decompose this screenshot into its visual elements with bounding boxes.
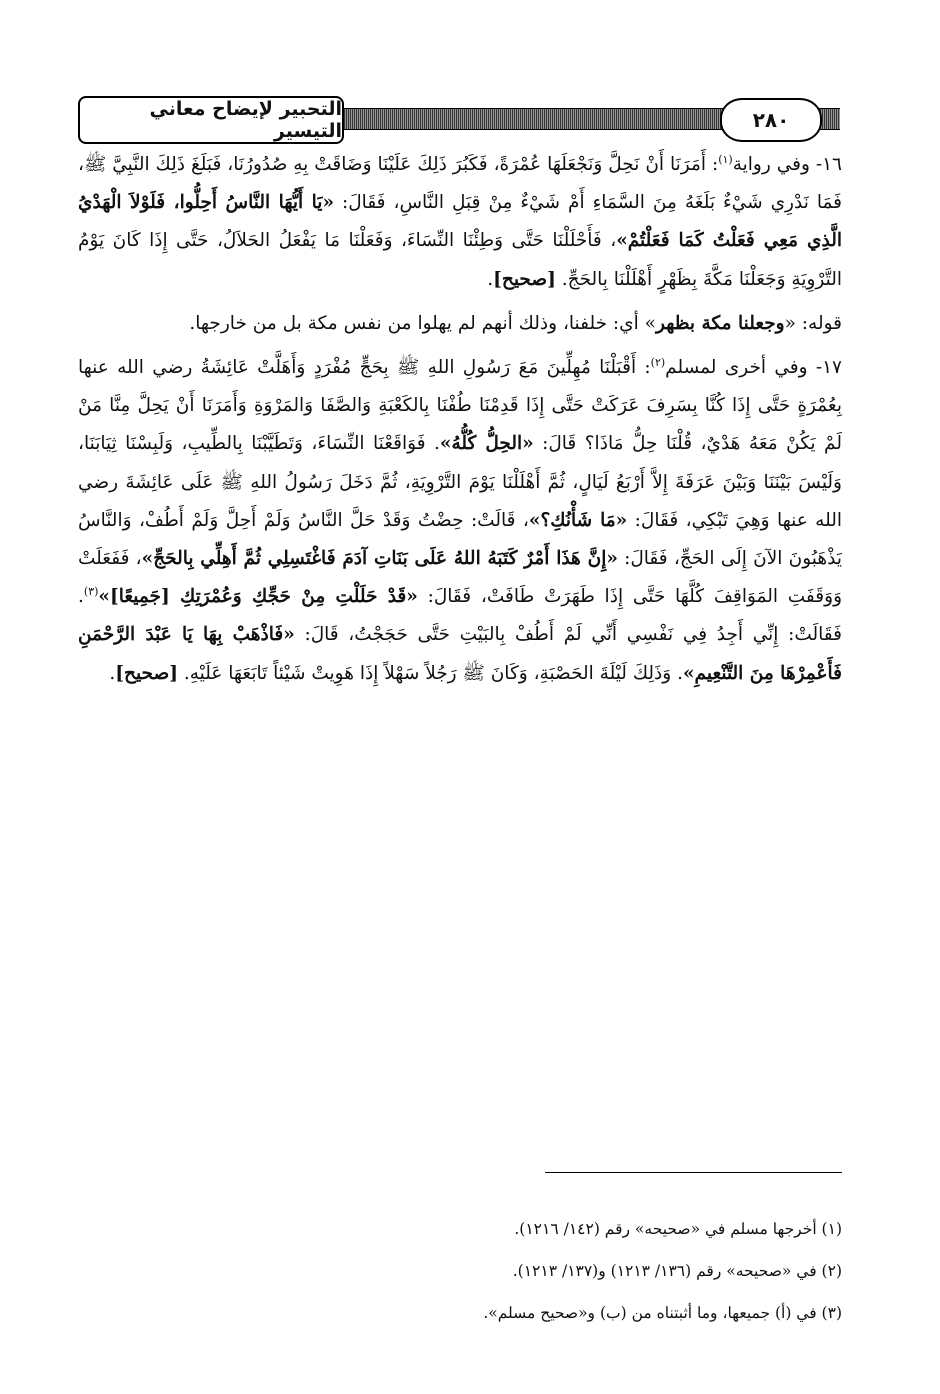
text-segment: . فَقَالَتْ: إِنِّي أَجِدُ فِي نَفْسِي أَنِّي لَمْ أَطُفْ بِالبَيْتِ حَتَّى حَجَجْتُ، قَالَ:: [78, 586, 842, 646]
footnote-1: (١) أخرجها مسلم في «صحيحه» رقم (١٤٢/ ١٢١٦).: [514, 1220, 842, 1238]
text-segment: ١٧- وفي أخرى لمسلم: [665, 357, 842, 379]
bold-text: «مَا شَأْنُكِ؟»: [528, 509, 628, 531]
footnote-separator: [545, 1172, 842, 1173]
bold-text: وجعلنا مكة بظهر: [655, 312, 785, 334]
bold-text: «الحِلُّ كُلُّهُ»: [439, 433, 534, 455]
bold-text: «يَا أَيُّهَا النَّاسُ أَحِلُّوا، فَلَوْلاَ الْهَدْيُ الَّذِي مَعِي فَعَلْتُ كَمَا فَعَلْتُمْ»: [78, 192, 842, 252]
bold-text: «قَدْ حَلَلْتِ مِنْ حَجِّكِ وَعُمْرَتِكِ [جَمِيعًا]»: [98, 586, 418, 608]
main-text: [78, 146, 842, 693]
text-segment: . وَذَلِكَ لَيْلَةَ الحَصْبَةِ، وَكَانَ ﷺ رَجُلاً سَهْلاً إِذَا هَوِيتْ شَيْئاً تَابَعَهَا عَلَيْهِ.: [177, 662, 683, 684]
paragraph: [78, 349, 842, 693]
text-segment: : أَمَرَنَا أَنْ نَحِلَّ وَنَجْعَلَهَا عُمْرَةً، فَكَبُرَ ذَلِكَ عَلَيْنَا وَضَاقَتْ بِهِ صُدُورُنَا، فَبَلَغَ ذَلِكَ النَّبِيَّ ﷺ، فَمَا نَدْرِي شَيْءٌ بَلَغَهُ مِنَ السَّمَاءِ أَمْ شَيْءٌ مِنْ قِبَلِ النَّاسِ، فَقَالَ:: [78, 154, 842, 214]
text-segment: .: [487, 268, 494, 290]
text-segment: : أَقْبَلْنَا مُهِلِّينَ مَعَ رَسُولِ اللهِ ﷺ بِحَجٍّ مُفْرَدٍ وَأَهَلَّتْ عَائِشَةُ رضي الله عنها بِعُمْرَةٍ حَتَّى إِذَا كُنَّا بِسَرِفَ عَرَكَتْ حَتَّى إِذَا قَدِمْنَا طُفْنَا بِالكَعْبَةِ وَالصَّفَا وَالمَرْوَةِ وَأَمَرَنَا أَنْ يَحِلَّ مِنَّا مَنْ لَمْ يَكُنْ مَعَهُ هَدْيٌ، قُلْنَا حِلُّ مَاذَا؟ قَالَ:: [78, 357, 842, 455]
book-title: التحبير لإيضاح معاني التيسير: [78, 96, 344, 144]
text-segment: .: [109, 662, 116, 684]
text-segment: ، قَالَتْ: حِضْتُ وَقَدْ حَلَّ النَّاسُ وَلَمْ أَحِلَّ وَلَمْ أَطُفْ، وَالنَّاسُ يَذْهَبُونَ الآنَ إِلَى الحَجِّ، فَقَالَ:: [78, 509, 842, 570]
text-segment: . فَوَاقَعْنَا النِّسَاءَ، وَتَطَيَّبْنَا بِالطِّيبِ، وَلَبِسْنَا ثِيَابَنَا، وَلَيْسَ بَيْنَنَا وَبَيْنَ عَرَفَةَ إِلاَّ أَرْبَعُ لَيَالٍ، ثُمَّ أَهْلَلْنَا يَوْمَ التَّرْوِيَةِ، ثُمَّ دَخَلَ رَسُولُ اللهِ ﷺ عَلَى عَائِشَةَ رضي الله عنها وَهِيَ تَبْكِي، فَقَالَ:: [78, 433, 843, 531]
text-segment: ١٦- وفي رواية: [732, 154, 842, 175]
footnote-ref: (٢): [650, 355, 666, 369]
page-header: [78, 94, 840, 144]
page-number: ٢٨٠: [720, 98, 822, 142]
bold-text: «فَاذْهَبْ بِهَا يَا عَبْدَ الرَّحْمَنِ فَأَعْمِرْهَا مِنَ التَّنْعِيمِ»: [78, 624, 842, 684]
footnote-3: (٣) في (أ) جميعها، وما أثبتناه من (ب) و«صحيح مسلم».: [483, 1304, 842, 1322]
paragraph: [78, 305, 842, 343]
text-segment: » أي: خلفنا، وذلك أنهم لم يهلوا من نفس مكة بل من خارجها.: [189, 312, 656, 334]
footnote-2: (٢) في «صحيحه» رقم (١٣٦/ ١٢١٣) و(١٣٧/ ١٢١٣).: [512, 1262, 842, 1280]
paragraph: [78, 146, 842, 299]
bold-text: «إِنَّ هَذَا أَمْرٌ كَتَبَهُ اللهُ عَلَى بَنَاتِ آدَمَ فَاغْتَسِلِي ثُمَّ أَهِلِّي بِالحَجِّ»: [141, 548, 618, 570]
text-segment: ، فَأَحْلَلْنَا حَتَّى وَطِئْنَا النِّسَاءَ، وَفَعَلْنَا مَا يَفْعَلُ الحَلاَلُ، حَتَّى إِذَا كَانَ يَوْمُ التَّرْوِيَةِ وَجَعَلْنَا مَكَّةَ بِظَهْرٍ أَهْلَلْنَا بِالحَجِّ.: [78, 230, 842, 290]
text-segment: ، فَفَعَلَتْ وَوَقَفَتِ المَوَاقِفَ كُلَّهَا حَتَّى إِذَا طَهَرَتْ طَافَتْ، فَقَالَ:: [78, 548, 843, 608]
text-segment: قوله: «: [784, 312, 842, 334]
bold-text: [صحيح]: [115, 662, 178, 684]
footnote-ref: (٣): [83, 585, 99, 599]
footnotes: [78, 1208, 842, 1334]
bold-text: [صحيح]: [493, 268, 556, 290]
footnote-ref: (١): [718, 152, 733, 166]
